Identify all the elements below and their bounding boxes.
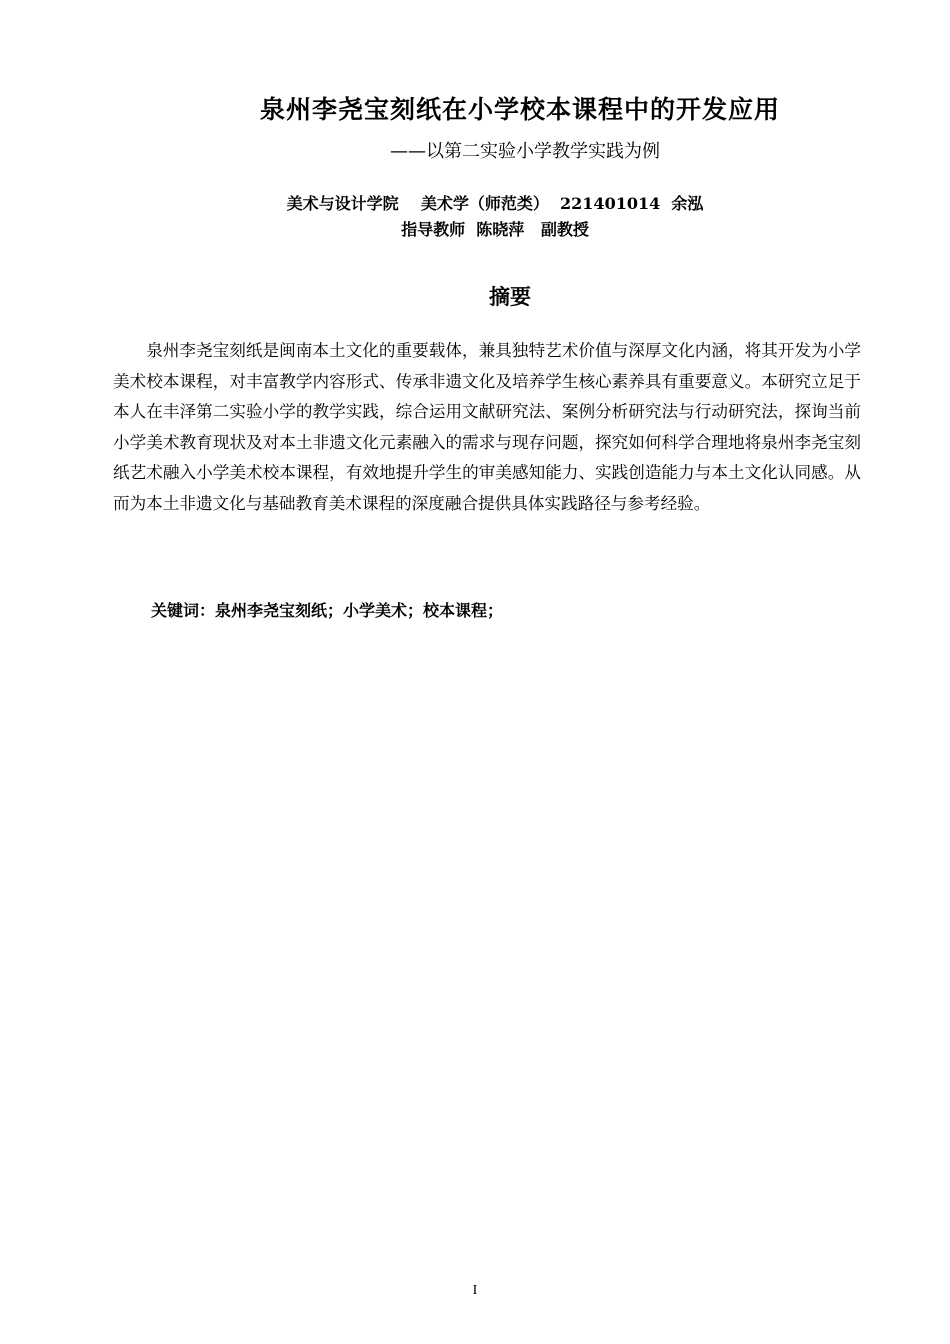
author-line: 美术与设计学院 美术学（师范类） 221401014 余泓 [286, 194, 704, 213]
abstract-heading: 摘要 [489, 285, 531, 309]
keywords-line: 关键词：泉州李尧宝刻纸；小学美术；校本课程； [151, 601, 504, 620]
document-title: 泉州李尧宝刻纸在小学校本课程中的开发应用 [259, 95, 780, 124]
abstract-body: 泉州李尧宝刻纸是闽南本土文化的重要载体，兼具独特艺术价值与深厚文化内涵，将其开发为小学美术校本课程，对丰富教学内容形式、传承非遗文化及培养学生核心素养具有重要意义。本研究立足于本人在丰泽第二实验小学的教学实践，综合运用文献研究法、案例分析研究法与行动研究法，探询当前小学美术教育现状及对本土非遗文化元素融入的需求与现存问题，探究如何科学合理地将泉州李尧宝刻纸艺术融入小学美术校本课程，有效地提升学生的审美感知能力、实践创造能力与本土文化认同感。从而为本土非遗文化与基础教育美术课程的深度融合提供具体实践路径与参考经验。 [113, 341, 861, 513]
advisor-line: 指导教师 陈晓萍 副教授 [401, 220, 589, 239]
document-subtitle: ——以第二实验小学教学实践为例 [390, 141, 660, 162]
page-number: I [472, 1283, 478, 1298]
